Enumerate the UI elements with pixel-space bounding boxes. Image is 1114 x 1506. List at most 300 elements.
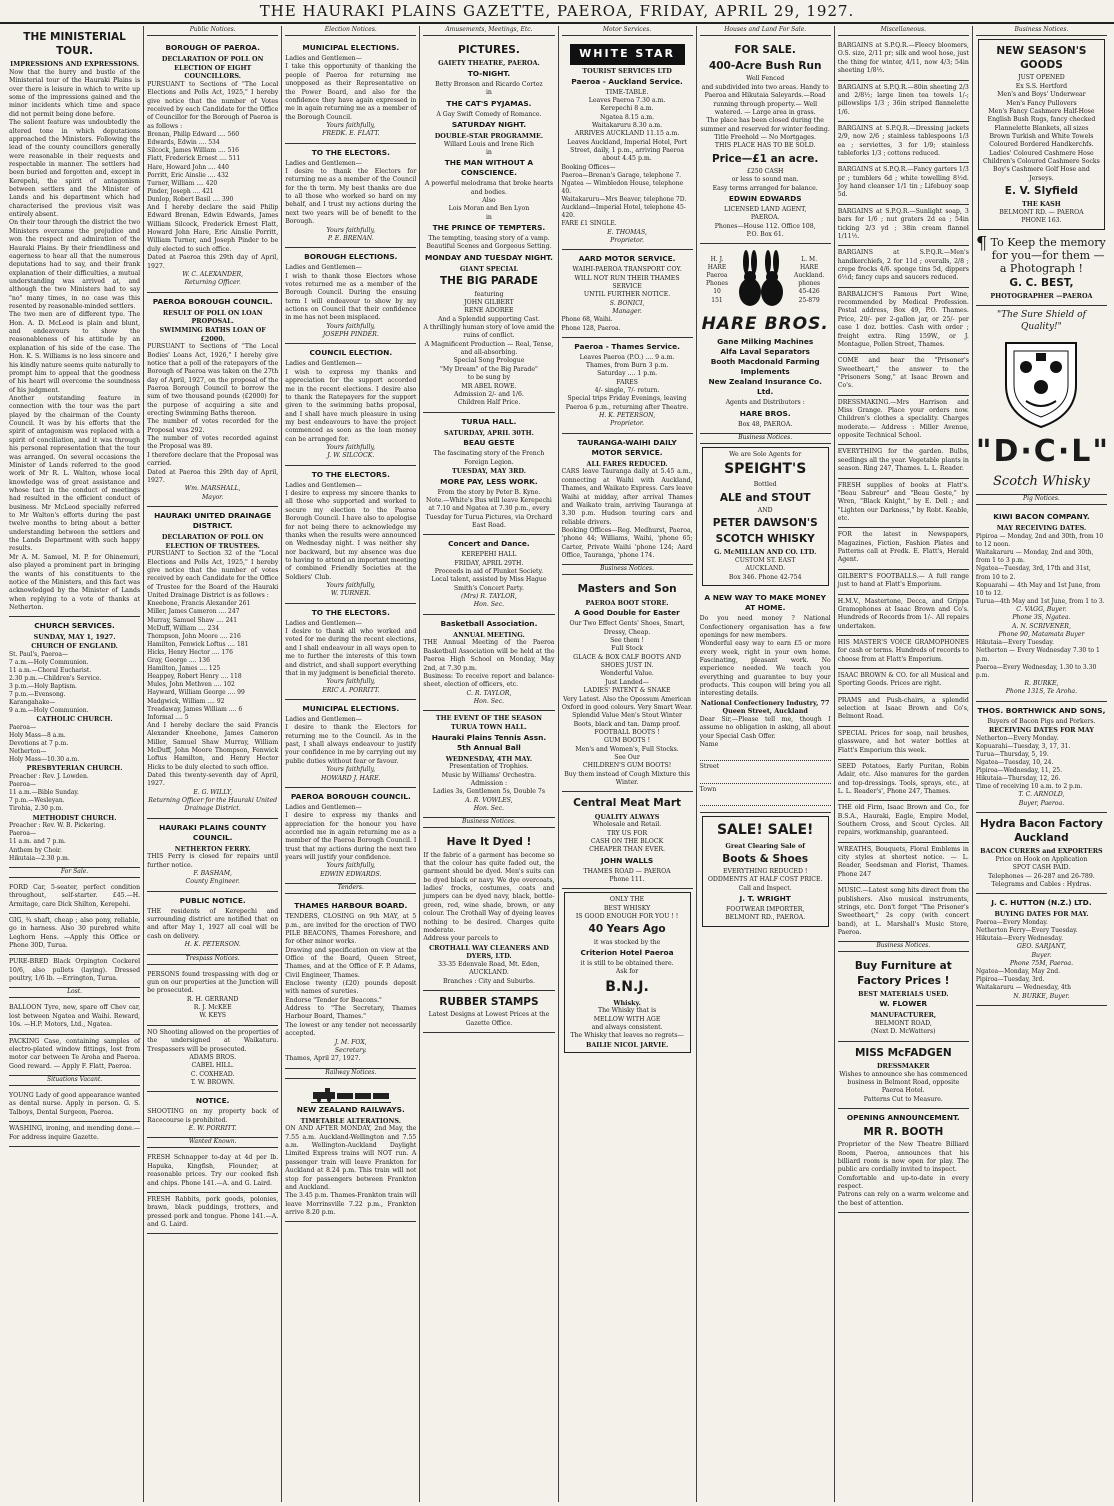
signature: Yours faithfully, ERIC A. PORRITT. — [322, 678, 380, 694]
ad-title: THOS. BORTHWICK AND SONS, — [977, 705, 1106, 715]
classified-ad: WASHING, ironing, and mending done.—For address inquire Gazette. — [9, 1125, 141, 1141]
column-8 — [973, 26, 1110, 1502]
signature: Yours faithfully, FREDK. E. FLATT. — [322, 121, 380, 138]
misc-ad — [838, 81, 969, 122]
show-date: SATURDAY, APRIL 30TH. — [443, 428, 534, 437]
product-name: Scotch Whisky — [993, 473, 1090, 489]
ad-headline: "The Sure Shield of Quality!" — [996, 310, 1086, 333]
misc-ad — [838, 843, 969, 884]
notice-body: NO Shooting allowed on the properties of the undersigned at Waikaturu. Trespassers will be prosecuted. — [147, 1028, 279, 1053]
property-terms: £250 CASH or less to sound man. Easy terms arranged for balance. — [712, 167, 818, 192]
film-title: THE BIG PARADE — [439, 275, 538, 288]
notice-body: Ladies and Gentlemen— I desire to express my thanks and appreciation for the honour you have accorded me in again returning me as a member of the Paeroa Borough Council. I trust that my actions during the next two years will justify your confidence. — [285, 803, 417, 861]
misc-ad — [838, 801, 969, 842]
notice-body: And I hereby declare the said Philip Edward Brenan, Edwin Edwards, James William Silcock, Frederick Ernest Flatt, Howard John Hare, Eric Ainslie Porritt, William Turner, and Joseph Pinder to be duly elected to such office. Dated at Paeroa this 29th day of April, 1927. — [147, 204, 279, 270]
list-item: BARGAINS at S.P.Q.R.—Dressing jackets 2/9, now 2/6 ; stainless tablespoons 1/3 ea ; serviettes, 3 for 1/9; stainless tableforks 1/3 ; cottons reduced. — [837, 124, 969, 158]
misc-ad — [838, 528, 969, 569]
notice-body: KEREPEHI HALL FRIDAY, APRIL 29TH. Proceeds in aid of Plunket Society. Local talent, assisted by Miss Hague Smith's Concert Party. — [431, 551, 547, 592]
firm-name: J. T. WRIGHT — [739, 893, 791, 903]
firm-address: CUSTOM ST. EAST AUCKLAND. — [734, 557, 796, 573]
section-header: Miscellaneous. — [838, 26, 969, 36]
ad-title: A NEW WAY TO MAKE MONEY AT HOME. — [704, 593, 826, 613]
list-item: WREATHS, Bouquets, Floral Emblems in city styles at shortest notice. — L. Reader, Seedsman and Florist, Thames. Phone 247 — [837, 845, 969, 878]
list-item: BARGAINS at S.P.Q.R.—80in sheeting 2/3 and 2/8½; large linen tea towels 1/-; pillowslips 1/3 ; 36in striped flannelette 1/6. — [837, 83, 969, 116]
section-header: Amusements, Meetings, Etc. — [423, 26, 554, 36]
product-name: ALE and STOUT — [719, 491, 811, 504]
misc-ads-list — [838, 39, 969, 942]
signature: (Mrs) R. TAYLOR, Hon. Sec. — [461, 593, 517, 609]
classified-ad: BALLOON Tyre, new, spare off Chev car, lost between Ngatea and Waihi. Reward, 10s. —H.P. Motors, Ltd., Ngatea. — [9, 1004, 141, 1029]
ad-title: Buy Furniture at Factory Prices ! — [854, 960, 952, 987]
notice-subtitle: DECLARATION OF POLL ON ELECTION OF EIGHT COUNCILLORS. — [161, 55, 264, 81]
show-date: MONDAY AND TUESDAY NIGHT. — [424, 252, 553, 262]
notice-title: TO THE ELECTORS. — [311, 607, 390, 617]
notice-body: THE residents of Kerepechi and surrounding district are notified that on and after May 1, 1927 all coal will be cash on delivery. — [147, 907, 279, 940]
firm-address: 33-35 Edenvale Road, Mt. Eden, AUCKLAND. Branches : City and Suburbs. — [438, 960, 540, 985]
signature: E. W. PORRITT. — [188, 1125, 237, 1133]
firm-title: PHOTOGRAPHER —PAEROA — [990, 292, 1093, 301]
article-subtitle: IMPRESSIONS AND EXPRESSIONS. — [10, 60, 139, 69]
firm-name: W. FLOWER — [879, 999, 928, 1009]
list-item: PRAMS and Push-chairs, a splendid selection at Isaac Brown and Co's, Belmont Road. — [837, 696, 969, 721]
hare-logo-icon — [732, 250, 790, 310]
classified-ad: FORD Car, 5-seater, perfect condition throughout, self-starter. £45.—H. Armitage, care Dick Shilton, Kerepehi. — [9, 883, 141, 908]
firm-name: G. McMILLAN AND CO. LTD. — [714, 548, 817, 557]
notice-body: Ladies and Gentlemen— I desire to express my sincere thanks to all those who supported and worked to secure my election to the Paeroa Borough Council. I have also to apologise for not being there to acknowledge my thanks when the results were announced on Wednesday night. I was neither shy nor backward, but my absence was due to having to attend an important meeting of combined Friendly Societies at the Soldiers' Club. — [285, 481, 417, 581]
section-header: Business Notices. — [423, 818, 554, 828]
list-item: FRESH supplies of books at Flatt's. "Beau Sabreur" and "Beau Geste," by Wren, "Black Knight," by E. Dell ; and "Lighten our Darkness," by Robt. Keable, etc. — [837, 481, 969, 522]
ad-title: Basketball Association. — [440, 618, 538, 628]
ad-title: SALE! SALE! — [716, 822, 814, 839]
signature: Yours faithfully, EDWIN EDWARDS. — [320, 862, 382, 878]
coupon-name-field[interactable] — [700, 741, 831, 761]
notice-subtitle: DECLARATION OF POLL ON ELECTION OF TRUSTEES. — [161, 532, 264, 550]
firm-name: E. V. Slyfield — [1004, 185, 1079, 198]
church-schedule: St. Paul's, Paeroa— 7 a.m.—Holy Communion. 11 a.m.—Choral Eucharist. 2.30 p.m.—Children's Service. 3 p.m.—Holy Baptism. 7 p.m.—Evensong. Karangahake— 9 a.m.—Holy Communion. — [9, 650, 102, 715]
notice-title: BOROUGH ELECTIONS. — [304, 252, 398, 262]
section-header: Business Notices. — [700, 434, 831, 444]
list-item: BARGAINS at S.P.Q.R.—Men's handkerchiefs, 2 for 11d ; overalls, 2/8 ; crepe frocks 4/6. sponge tins 5d, dippers 6½d; fancy cups and saucers reduced. — [837, 249, 969, 282]
show-date: WEDNESDAY, 4TH MAY. — [445, 754, 533, 763]
product-list: Men's and Boys' Underwear Men's Fancy Pullovers Men's Fancy Cashmere Half-Hose English Bush Rugs, fancy checked Flannelette Blankets, all sizes Brown Turkish and White Towels Coloured Bordered Handkerchfs. Ladies' Coloured Cashmere Hose Children's Coloured Cashmere Socks Boy's Cashmere Golf Hose and Jerseys. — [983, 91, 1100, 182]
logo-subtitle: TOURIST SERVICES LTD — [582, 66, 672, 75]
ad-subtitle: BUYING DATES FOR MAY. — [994, 910, 1089, 919]
column-4 — [420, 26, 558, 1502]
ad-title: TAURANGA-WAIHI DAILY MOTOR SERVICE. — [577, 437, 677, 457]
list-item: SEED Potatoes, Early Puritan, Robin Adair, etc. Also manures for the garden and top-dressings. Tools, sprays, etc., at L. L. Reader's', Phone 247, Thames. — [837, 762, 969, 795]
ad-body: Latest Designs at Lowest Prices at the Gazette Office. — [428, 1011, 550, 1027]
list-item: THE old Firm, Isaac Brown and Co., for B.S.A., Hauraki, Eagle, Empire Model, Southern Cross, and Scout Cycles. All repairs, workmanship, guaranteed. — [837, 804, 969, 837]
list-item: GILBERT'S FOOTBALLS.— A full range just to hand at Flatt's Emporium. — [837, 572, 969, 589]
section-header: Public Notices. — [147, 26, 278, 36]
firm-address: BELMONT RD. — PAEROA PHONE 163. — [999, 208, 1084, 225]
notice-date: Thames, April 27, 1927. — [285, 1055, 361, 1063]
ad-title: Hydra Bacon Factory Auckland — [980, 817, 1103, 845]
ad-subtitle: DRESSMAKER — [877, 1061, 930, 1070]
section-header: Trespass Notices. — [147, 955, 278, 965]
classified-ad: YOUNG Lady of good appearance wanted as dental nurse. Apply in person. G. S. Talboys, Dental Surgeon, Paeroa. — [9, 1092, 141, 1116]
ad-body: AND — [757, 506, 773, 514]
notice-title: MUNICIPAL ELECTIONS. — [302, 43, 400, 53]
section-header: Business Notices. — [562, 565, 693, 575]
column-3 — [282, 26, 420, 1502]
misc-ad — [838, 479, 969, 529]
ad-title: THE EVENT OF THE SEASON — [435, 714, 542, 723]
ad-title: 40 Years Ago — [588, 923, 666, 936]
notice-title: THAMES HARBOUR BOARD. — [294, 901, 408, 911]
ad-title: MISS McFADGEN — [854, 1046, 952, 1059]
column-1 — [6, 26, 144, 1502]
shield-crest-icon — [976, 335, 1107, 430]
ad-body: Do you need money ? National Confectionery organisation has a few openings for new members. Wonderful easy way to earn £5 or more every week, right in your own home. Fascinating, pleasant work. No experience needed. We teach you everything and guarantee to buy your products. This coupon will bring you all interesting details. — [699, 615, 831, 698]
film-cast: featuring JOHN GILBERT RENE ADOREE And a Splendid supporting Cast. — [437, 290, 540, 323]
signature: H. K. PETERSON. — [184, 941, 241, 949]
programme: DOUBLE-STAR PROGRAMME. — [434, 131, 544, 140]
brand-name: HARE BROS. — [701, 314, 829, 335]
firm-name: HARE BROS. — [739, 408, 791, 418]
notice-title: BOROUGH OF PAEROA. — [165, 43, 260, 53]
signature: F. BASHAM, County Engineer. — [185, 870, 240, 886]
ad-title: TURUA HALL. — [461, 416, 517, 426]
church-schedule: Preacher : Rev. J. Lowden. Paeroa— 11 a.m.—Bible Sunday. 7 p.m.—Wesleyan. Tirohia, 2.30 p.m. — [9, 773, 89, 813]
section-header: Lost. — [9, 988, 140, 998]
poll-results: Kneebone, Francis Alexander 261 Miller, James Cameron .... 247 Murray, Samuel Shaw .... 241 McDuff, William .... 234 Thompson, John Moore .... 216 Hamilton, Fenwick Loftus .... 181 Hicks, Henry Hector .... 176 Gray, George .... 136 Hamilton, James .... 125 Heappey, Robert Henry .... 118 Mules, John Methven .... 102 Hayward, William George .... 99 Madgwick, William .... 92 Treadaway, James William .... 6 Informal .... 5 — [147, 600, 251, 721]
classified-ad: PURE-BRED Black Orpington Cockerel 10/6, also pullets (laying). Dressed poultry, 1/6 lb. —Errington, Turua. — [9, 958, 141, 983]
ad-body: CARS leave Tauranga daily at 5.45 a.m., connecting at Waihi with Auckland, Thames, and Waikato Express. Cars leave Waihi at midday, after arrival Thames and Waikato train, arriving Tauranga at 3.30 p.m. Hudson touring cars and reliable drivers. Booking Offices—Reg. Medhurst, Paeroa, 'phone 44; Williams, Waihi, 'phone 65; Carter, Private Waihi 'phone 124; Aard Office, Tauranga, 'phone 174. — [561, 468, 693, 560]
firm-name: National Confectionery Industry, 77 Queen Street, Auckland — [700, 698, 830, 716]
notice-body: SHOOTING on my property back of Racecourse is prohibited. — [147, 1108, 279, 1124]
list-item: H.M.V., Mastertone, Decca, and Grippa Gramophones at Isaac Brown and Co's. Hundreds of Records from 1/-. All repairs undertaken. — [837, 597, 969, 630]
list-item: FOR the latest in Newspapers, Magazines, Fiction, Fashion Plates and Patterns call at Fredk. E. Flatt's, Herald Agent. — [837, 531, 969, 564]
ad-body: Proprietor of the New Theatre Billiard Room, Paeroa, announces that his billiard room is now open for play. The public are cordially invited to inspect. Comfortable and up-to-date in every respect. Patrons can rely on a warm welcome and the best of attention. — [837, 1141, 969, 1207]
signature: C. VAGG, Buyer. Phone 3S, Ngatea. — [1012, 605, 1071, 622]
misc-ad — [838, 288, 969, 355]
misc-ad — [838, 246, 969, 287]
ad-title: Central Meat Mart — [573, 797, 682, 810]
notice-body: Ladies and Gentlemen— I desire to thank the Electors for returning me to the Council. As in the past, I shall always endeavour to justify your confidence in me by carrying out my public duties without fear or favour. — [285, 715, 417, 765]
schedule: Hikutaia—Every Tuesday. Netherton — Every Wednesday 7.30 to 1 p.m. Paeroa—Every Wednesday, 1.30 to 3.30 p.m. — [975, 639, 1100, 679]
section-header: Wanted Known. — [147, 1138, 278, 1148]
church-date: SUNDAY, MAY 1, 1927. — [33, 633, 116, 642]
hare-auckland-contact: L. M. HARE Auckland. phones 45-426 25-879 — [794, 256, 825, 304]
section-header: Pig Notices. — [976, 495, 1107, 505]
train-icon — [285, 1087, 416, 1103]
signature: Yours faithfully, HOWARD J. HARE. — [321, 766, 381, 782]
ad-body: The Whisky that is MELLOW WITH AGE and always consistent. The Whisky that leaves no regrets— — [570, 1007, 684, 1040]
notice-title: HAURAKI PLAINS COUNTY COUNCIL. — [159, 822, 267, 842]
notice-body: Ladies and Gentlemen— I desire to thank all who worked and voted for me during the recent elections, and I shall endeavour in all ways open to me to further the interests of this town and district, and shall support everything that in my judgment is beneficial thereto. — [285, 619, 417, 677]
column-6 — [697, 26, 835, 1502]
columns — [6, 26, 1110, 1502]
section-header: Election Notices. — [285, 26, 416, 36]
list-item: BARGAINS at S.P.Q.R.—Fancy garters 1/3 pr ; tumblers 6d ; white towelling 8½d. Joy hand cleanser 1/1 tin ; Lifebuoy soap 5d. — [837, 166, 969, 199]
firm-name: JOHN WALLS — [600, 855, 654, 865]
notice-title: HAURAKI UNITED DRAINAGE DISTRICT. — [154, 510, 272, 530]
misc-ad — [838, 445, 969, 478]
ad-body: it was stocked by the — [593, 938, 661, 946]
stars: Betty Bronson and Ricardo Cortez in — [435, 80, 543, 97]
ad-body: If the fabric of a garment has become so that the colour has quite faded out, the garment should be dyed. Men's suits can be dyed black or navy. We dye overcoats, ladies' frocks, costumes, coats and jumpers can be dyed navy, black, bottle-green, red, wine shade, brown, or any colour. The Crothall Way of dyeing leaves nothing to be desired. Charges quite moderate. Address your parcels to — [423, 851, 555, 943]
list-item: BARGAINS at S.P.Q.R.—Fleecy bloomers, O.S. size, 2/11 pr; silk and wool hose, just the thing for winter, 4/11, now 4/3; 54in sheeting 1/8½. — [837, 42, 969, 75]
notice-subtitle: TIMETABLE ALTERATIONS. — [300, 1116, 401, 1125]
coupon-street-field[interactable] — [700, 763, 831, 783]
section-header: Houses and Land For Sale. — [700, 26, 831, 36]
notice-subtitle: NETHERTON FERRY. — [174, 844, 251, 853]
misc-ad — [838, 396, 969, 446]
timetable: TIME-TABLE. Leaves Paeroa 7.30 a.m. Kerepechi 8 a.m. Ngatea 8.15 a.m. Waitakaruru 8.30 a.m. ARRIVES AUCKLAND 11.15 a.m. Leaves Auckland, Imperial Hotel, Port Street, daily, 1 p.m., arriving Paeroa about 4.45 p.m. — [567, 88, 687, 163]
agent-name: EDWIN EDWARDS — [728, 193, 802, 203]
notice-title: TO THE ELECTORS. — [311, 147, 390, 157]
ad-title: Paeroa - Thames Service. — [574, 341, 680, 351]
firm-name: CROTHALL WAY CLEANERS AND DYERS, LTD. — [429, 943, 549, 961]
notice-title: MUNICIPAL ELECTIONS. — [302, 704, 400, 713]
classified-ad: PACKING Case, containing samples of electro-plated window fittings, lost from motor car between Te Aroha and Paeroa. Good reward. — Apply F. Flatt, Paeroa. — [9, 1037, 141, 1070]
signature: E. THOMAS, Proprietor. — [607, 228, 647, 244]
church-schedule: Preacher : Rev. W. B. Pickering. Paeroa— 11 a.m. and 7 p.m. Anthem by Choir. Hikutaia—2.30 p.m. — [9, 822, 106, 862]
firm-address: Box 48, PAEROA. — [738, 420, 793, 428]
ad-body: WAIHI-PAEROA TRANSPORT COY. WILL NOT RUN THEIR THAMES SERVICE UNTIL FURTHER NOTICE. — [572, 266, 682, 299]
schedule: Paeroa—Every Monday. Netherton Ferry—Every Tuesday. Hikutaia—Every Wednesday. — [975, 918, 1078, 943]
ad-subtitle: QUALITY ALWAYS — [594, 812, 660, 821]
ad-body: Our Two Effect Gents' Shoes, Smart, Dressy, Cheap. See them ! Full Stock GLACE & BOX CALF BOOTS AND SHOES JUST IN. Wonderful Value. Just Landed— LADIES' PATENT & SNAKE Very Latest. Also the Opossum American Oxford in good colours. Very Smart Wear. Splendid Value Men's Stout Winter Boots, black and tan. Damp proof. FOOTBALL BOOTS ! GUM BOOTS ! Men's and Women's, Full Stocks. See Our CHILDREN'S GUM BOOTS! Buy them instead of Cough Mixture this Winter. — [561, 620, 693, 787]
list-item: EVERYTHING for the garden. Bulbs, seedlings all the year. Vegetable plants in season. Ring 247, Thames. L. L. Reader. — [837, 448, 969, 473]
column-2 — [144, 26, 282, 1502]
list-item: HIS MASTER'S VOICE GRAMOPHONES for cash or terms. Hundreds of records to choose from at Flatt's Emporium. — [837, 638, 969, 663]
notice-title: TO THE ELECTORS. — [311, 469, 390, 479]
poll-results: Brenan, Philip Edward .... 560 Edwards, Edwin .... 534 Silcock, James William .... 516 Flatt, Frederick Ernest .... 511 Hare, Howard John .... 440 Porritt, Eric Ainslie .... 432 Turner, William .... 420 Pinder, Joseph .... 421 Dunlop, Robert Basil .... 390 — [147, 131, 241, 203]
column-5 — [559, 26, 697, 1502]
firm-title: MANUFACTURER, — [870, 1011, 937, 1020]
timetable: Leaves Paeroa (P.O.) .... 9 a.m. Thames, from Burn 3 p.m. Saturday .... 1 p.m. FARES 4/- single, 7/- return. Special trips Friday Evenings, leaving Paeroa 6 p.m., returning after Theatre. — [565, 353, 689, 411]
notice-body: ON AND AFTER MONDAY, 2nd May, the 7.55 a.m. Auckland-Wellington and 7.55 a.m. Wellington-Auckland Daylight Limited Express trains will NOT run. A passenger train will leave Frankton for Auckland at 8.24 p.m. This train will not stop for passengers between Frankton and Auckland. The 3.45 p.m. Thames-Frankton train will leave Morrinsville 7.22 p.m., Frankton arrive 8.20 p.m. — [285, 1125, 417, 1216]
firm-name: G. C. BEST, — [1009, 277, 1074, 290]
classified-ad: GIG, ¾ shaft, cheap ; also pony, reliable, go in harness. Also 30 purebred white Leghorn Hens. —Apply this Office or Phone 30D, Turua. — [9, 916, 141, 949]
ad-title: Masters and Son — [577, 583, 677, 596]
hare-paeroa-contact: H. J. HARE Paeroa Phones 10 151 — [706, 256, 729, 304]
notice-title: NEW ZEALAND RAILWAYS. — [296, 1104, 405, 1114]
property-desc: Well Fenced and subdivided into two areas. Handy to Paeroa and Hikutaia Saleyards.—Road running through property.— Well watered. — Large area in grass. The place has been closed during the summer and reserved for winter feeding. Title Freehold — No Mortgages. THIS PLACE HAS TO BE SOLD. — [700, 75, 830, 150]
firm-title: THE KASH — [1022, 200, 1061, 209]
misc-ad — [838, 354, 969, 395]
ad-headline: A Good Double for Easter — [574, 608, 680, 618]
list-item: MUSIC.—Latest song hits direct from the publishers. Also musical instruments, strings, etc. Don't forget "The Prisoner's Sweetheart," 2s copy (with concert band), at L. Marshall's Music Store, Paeroa. — [837, 887, 969, 936]
film-desc: A thrillingly human story of love amid the ruins of conflict. A Magnificent Production — Real, Tense, and all-absorbing. Special Song Prologue "My Dream" of the Big Parade" to be sung by MR ABEL ROWE. Admission 2/- and 1/6. Children Half Price. — [423, 324, 555, 407]
ad-title: FOR SALE. — [734, 44, 796, 57]
notice-subtitle: SWIMMING BATHS LOAN OF £2000. — [159, 325, 266, 343]
film-desc: A Gay Swift Comedy of Romance. — [436, 110, 542, 118]
notice-body: Ladies and Gentlemen— I desire to thank the Electors for returning me as a member of the Council for the th term. My best thanks are due to all those who worked so hard on my behalf, and I trust my actions during the next two years will be of benefit to the Borough. — [285, 159, 417, 226]
ad-subtitle: Buyers of Bacon Pigs and Porkers. — [987, 717, 1096, 725]
venue: GAIETY THEATRE, PAEROA. — [438, 59, 540, 68]
film-title: MORE PAY, LESS WORK. — [440, 476, 538, 486]
firm-address: BELMONT ROAD, (Next D. McWatters) — [871, 1020, 936, 1036]
ad-headline: We are Sole Agents for — [729, 450, 802, 458]
brand-name: "D·C·L" — [975, 434, 1110, 470]
film-title: BEAU GESTE — [463, 438, 515, 448]
signature: A. N. SCRIVENER, Phone 90, Matamata Buyer — [998, 622, 1085, 638]
church-name: CATHOLIC CHURCH. — [36, 715, 113, 724]
film-desc: A powerful melodrama that broke hearts and bodies. Also Lois Moran and Ben Lyon in — [424, 180, 554, 221]
section-header: Tenders. — [285, 884, 416, 894]
white-star-logo: WHITE STAR — [570, 44, 685, 65]
misc-ad — [838, 122, 969, 163]
event-name: Hauraki Plains Tennis Assn. 5th Annual Ball — [431, 732, 547, 752]
notice-body: THE Annual Meeting of the Paeroa Basketball Association will be held at the Paeroa High School on Monday, May 2nd, at 7.30 p.m. Business: To receive report and balance-sheet, election of officers, etc. — [423, 639, 555, 689]
brand-name: SPEIGHT'S — [724, 461, 807, 478]
misc-ad — [838, 636, 969, 669]
signature: Wm. MARSHALL, Mayor. — [184, 485, 241, 501]
ad-title: PICTURES. — [458, 44, 520, 57]
film-title: THE PRINCE OF TEMPTERS. — [432, 223, 546, 233]
section-header: Business Notices. — [838, 942, 969, 952]
brand-name: B.N.J. — [605, 978, 649, 995]
ad-body: To Keep the memory for you—for them —a Photograph ! — [990, 235, 1106, 276]
notice-title: PUBLIC NOTICE. — [179, 895, 246, 905]
masthead: THE HAURAKI PLAINS GAZETTE, PAEROA, FRIDAY, APRIL 29, 1927. — [0, 0, 1114, 24]
section-title: CHURCH SERVICES. — [34, 621, 115, 631]
signature: Yours faithfully, W. TURNER. — [326, 582, 376, 598]
firm-address: THAMES ROAD — PAEROA Phone 111. — [583, 867, 671, 884]
signature: H. K. PETERSON, Proprietor. — [598, 412, 656, 428]
church-name: METHODIST CHURCH. — [32, 813, 117, 822]
signature: Yours faithfully, P. E. BRENAN. — [326, 226, 376, 242]
misc-ad — [838, 727, 969, 760]
product-name: SCOTCH WHISKY — [715, 533, 815, 546]
notice-title: NOTICE. — [195, 1096, 230, 1106]
notice-body: Ladies and Gentlemen— I wish to express my thanks and appreciation for the support accorded me in the recent elections. I desire also to thank the Ratepayers for the support given to the swimming baths proposal, and I shall have much pleasure in using my best endeavours to have the project commenced as soon as the loan money can be arranged for. — [285, 360, 417, 443]
misc-ad — [838, 884, 969, 942]
ad-subtitle: JUST OPENED Ex S.S. Hertford — [1015, 74, 1068, 90]
ad-subtitle: RECEIVING DATES FOR MAY — [988, 725, 1094, 734]
section-header: Business Notices. — [976, 26, 1107, 36]
ad-title: Have It Dyed ! — [446, 836, 532, 849]
field-label: Street — [699, 763, 720, 771]
classified-ad: FRESH Rabbits, pork goods, polonies, brawn, black puddings, trotters, and pressed pork and tongue. Phone 141.—A. and G. Laird. — [147, 1195, 279, 1228]
ad-title: OPENING ANNOUNCEMENT. — [846, 1113, 960, 1123]
ad-subtitle: Great Clearing Sale of — [725, 842, 805, 851]
section-header: Situations Vacant. — [9, 1076, 140, 1086]
schedule: Pipiroa — Monday, 2nd and 30th, from 10 to 12 noon. Waitakaruru — Monday, 2nd and 30th, from 1 to 3 p.m. Ngatea—Tuesday, 3rd, 17th and 31st, from 10 to 2. Kopuarahi — 4th May and 1st June, from 10 to 12. Turua—4th May and 1st June, from 1 to 3. — [975, 533, 1105, 605]
ad-body: Ask for — [615, 968, 639, 976]
signature: A. R. VOWLES, Hon. Sec. — [465, 796, 513, 813]
signature: J. M. FOX, Secretary. — [334, 1038, 367, 1054]
notice-body: Presentation of Trophies. Music by Williams' Orchestra. Admission : Ladies 3s, Gentlemen 5s, Double 7s — [432, 763, 546, 796]
agent-title: LICENSED LAND AGENT, PAEROA. — [724, 205, 807, 222]
misc-ad — [838, 694, 969, 727]
signature: R. BURKE, Phone 131S, Te Aroha. — [1005, 679, 1078, 696]
church-name: CHURCH OF ENGLAND. — [31, 641, 118, 650]
section-header: Railway Notices. — [285, 1069, 416, 1079]
brand-name: PETER DAWSON'S — [712, 517, 818, 530]
list-item: COME and hear the "Prisoner's Sweetheart," the answer to the "Prisoners Song," at Isaac Brown and Co's. — [837, 357, 969, 390]
film-desc: From the story by Peter B. Kyne. Note.—White's Bus will leave Kerepechi at 7.10 and Ngatea at 7.30 p.m., every Tuesday for Turua Pictures, via Orchard East Road. — [425, 488, 553, 529]
article-title: THE MINISTERIAL TOUR. — [23, 31, 126, 58]
signature: ADAMS BROS. CABEL HILL. C. COXHEAD. T. W. BROWN. — [189, 1053, 237, 1086]
brand-full-name: BAILIE NICOL JARVIE. — [585, 1040, 669, 1049]
ad-subtitle: Whisky. — [613, 998, 641, 1007]
product-name: Boots & Shoes — [722, 852, 809, 865]
film-desc: The fascinating story of the French Foreign Legion. — [433, 450, 545, 466]
misc-ad — [838, 570, 969, 595]
film-title: THE MAN WITHOUT A CONSCIENCE. — [444, 158, 534, 178]
ad-subtitle: ALL FARES REDUCED. — [586, 459, 668, 468]
misc-ad — [838, 760, 969, 801]
ad-body: Booking Offices— Paeroa—Brenan's Garage, telephone 7. Ngatea — Wimbledon House, telephone 40. Waitakaruru—Mrs Beaver, telephone 7D. Auckland—Imperial Hotel, telephone 45-420. FARE £1 SINGLE. — [561, 163, 687, 228]
signature: N. BURKE, Buyer. — [1013, 992, 1070, 1000]
schedule: Netherton—Every Monday. Kopuarahi—Tuesday, 3, 17, 31. Turua—Thursday, 5, 19. Ngatea—Tuesday, 10, 24. Pipiroa—Wednesday, 11, 25. Hikutaia—Thursday, 12, 26. Time of receiving 10 a.m. to 2 p.m. — [975, 734, 1083, 791]
misc-ad — [838, 205, 969, 246]
film-desc: The tempting, teasing story of a vamp. Beautiful Scenes and Gorgeous Setting. — [426, 235, 552, 251]
column-7 — [835, 26, 973, 1502]
list-item: SPECIAL Prices for soap, nail brushes, glassware, and hot water bottles at Flatt's Emporium this week. — [837, 729, 969, 754]
coupon-town-field[interactable] — [700, 786, 831, 806]
signature: GEO. SARJANT, Buyer. Phone 75M, Paeroa. — [1009, 943, 1074, 967]
programme: GIANT SPECIAL — [459, 264, 518, 273]
misc-ad — [838, 669, 969, 694]
ad-title: Concert and Dance. — [448, 539, 530, 549]
list-item: BARGAINS at S.P.Q.R.—Sunlight soap, 3 bars for 1/6 ; nut graters 2d ea ; 54in ticking 2/3 yd ; 38in cream flannel 1/11½. — [837, 207, 969, 240]
firm-address: FOOTWEAR IMPORTER, BELMONT RD., PAEROA. — [725, 905, 806, 922]
section-header: For Sale. — [9, 868, 140, 878]
ad-subtitle: BACON CURERS and EXPORTERS — [980, 847, 1103, 856]
church-schedule: Paeroa— Holy Mass—8 a.m. Devotions at 7 p.m. Netherton— Holy Mass—10.30 a.m. — [9, 724, 80, 764]
ad-title: J. C. HUTTON (N.Z.) LTD. — [991, 898, 1092, 908]
signature: Yours faithfully, JOSEPH PINDER. — [322, 322, 379, 339]
ad-title: RUBBER STAMPS — [439, 995, 539, 1008]
show-date: TO-NIGHT. — [467, 68, 511, 78]
signature: Yours faithfully, J. W. SILCOCK. — [326, 444, 376, 460]
ad-body: Bottled — [753, 481, 777, 489]
property-price: Price—£1 an acre. — [711, 152, 819, 165]
ad-title: Paeroa - Auckland Service. — [571, 76, 683, 86]
signature: T. C. ARNOLD, Buyer, Paeroa. — [1018, 791, 1065, 807]
ad-body: Wishes to announce she has commenced business in Belmont Road, opposite Paeroa Hotel. Patterns Cut to Measure. — [839, 1070, 968, 1103]
field-label: Town — [699, 785, 717, 793]
ad-subtitle: PAEROA BOOT STORE. — [585, 598, 669, 607]
proprietor-name: MR R. BOOTH — [863, 1126, 944, 1139]
ad-title: AARD MOTOR SERVICE. — [578, 254, 676, 264]
ad-subtitle: MAY RECEIVING DATES. — [996, 524, 1087, 533]
notice-body: TENDERS, CLOSING on 9th MAY, at 5 p.m., are invited for the erection of TWO PILE BEACONS, Thames Foreshore, and for other minor works. Drawing and specification on view at the Office of the Board, Queen Street, Thames, and at the Office of F. P. Adams, Civil Engineer, Thames. Enclose twenty (£20) pounds deposit with names of sureties. Endorse "Tender for Beacons." Address to "The Secretary, Thames Harbour Board, Thames." The lowest or any tender not necessarily accepted. — [285, 913, 417, 1038]
notice-body: And I hereby declare the said Francis Alexander Kneebone, James Cameron Miller, Samuel Shaw Murray, William McDuff, John Moore Thompson, Fenwick Loftus Hamilton, and Henry Hector Hicks to be duly elected to such office. Dated this twenty-seventh day of April, 1927. — [147, 721, 279, 788]
ad-headline: ONLY THE BEST WHISKY IS GOOD ENOUGH FOR YOU ! ! — [575, 896, 679, 921]
venue: TURUA TOWN HALL. — [450, 722, 527, 731]
product-list: Gane Milking Machines Alfa Laval Separators Booth Macdonald Farming Implements New Zealand Insurance Co. Ltd. — [708, 337, 822, 397]
church-name: PRESBYTERIAN CHURCH. — [26, 764, 123, 773]
notice-body: Ladies and Gentlemen— I wish to thank those Electors whose votes returned me as a member of the Borough Council. During the ensuing term I will endeavour to show by my actions on Council that their confidence in me has not been misplaced. — [285, 264, 417, 322]
show-date: TUESDAY, MAY 3RD. — [451, 466, 526, 475]
article-body: On their tour through the district the two Ministers overcame the prejudice and won the respect and admiration of the Hauraki Plains. By their friendliness and eagerness to hear all that the numerous deputations had to say, and their frank explanation of their difficulties, a mutual understanding was arrived at, and although the two Ministers had to say "no" many times, in no case was this resented by reasonable-minded settlers. The two men are of different type. The Hon. A. D. McLeod is plain and blunt, and endeavours to show the reasonableness of his attitude by an explanation of his side of the case. The Hon. K. S. Williams is no less sincere and his kindly nature seems quite naturally to prompt him to appeal that the goodness of his heart will overcome the soundness of his judgment. — [9, 219, 141, 394]
hotel-name: Criterion Hotel Paeroa — [580, 948, 674, 958]
signature: W. C. ALEXANDER, Returning Officer. — [182, 270, 244, 287]
stars: Willard Louis and Irene Rich in — [443, 140, 534, 156]
firm-phone: Box 346. Phone 42-754 — [728, 573, 802, 581]
notice-body: Ladies and Gentlemen— I take this opportunity of thanking the people of Paeroa for returning me unopposed as their Representative on the Power Board, and also for the confidence they have again expressed in me in again returning me as a member of the Borough Council. — [285, 55, 417, 121]
ad-title: NEW SEASON'S GOODS — [996, 45, 1087, 72]
list-item: DRESSMAKING.—Mrs Harrison and Miss Grange. Place your orders now. Children's clothes a speciality. Charges moderate.— Address : Miller Avenue, opposite Technical School. — [837, 398, 969, 440]
notice-title: PAEROA BOROUGH COUNCIL. — [290, 791, 411, 801]
section-header: Motor Services. — [562, 26, 693, 36]
signature: R. H. GERRAND R. J. McKEE W. KEYS — [186, 995, 239, 1020]
ad-body: EVERYTHING REDUCED ! ODDMENTS AT HALF COST PRICE. Call and Inspect. — [707, 867, 823, 892]
notice-body: PURSUANT to Sections of "The Local Elections and Polls Act, 1925," I hereby give notice that the number of Votes received by each Candidate for the Office of Councillor for the Borough of Paeroa is as follows : — [147, 81, 279, 130]
phone-numbers: Phone 68, Waihi. Phone 128, Paeroa. — [561, 316, 621, 332]
list-item: BARBALICH'S Famous Port Wine, recommended by Medical Profession. Postal address, Box 49, P.O. Thames. Price, 20/- per 2-gallon jar, or 25/- per case 1 doz. bottles. Cash with order ; freight extra. Ring 159W., or J. Montague, Pollen Street, Thames. — [837, 290, 969, 348]
ad-body: Price on Hook on Application SPOT CASH PAID. Telephones — 26-287 and 26-789. Telegrams and Cables : Hydras. — [988, 855, 1095, 888]
classified-ad: FRESH Schnapper to-day at 4d per lb. Hapuka, Kingfish, Flounder, at reasonable prices. Try our cooked fish and chips. Phone 141.—A. and G. Laird. — [147, 1154, 279, 1187]
agent-phone: Phones—House 112. Office 108, P.O. Box 61. — [714, 222, 816, 238]
notice-title: PAEROA BOROUGH COUNCIL. — [152, 296, 273, 306]
